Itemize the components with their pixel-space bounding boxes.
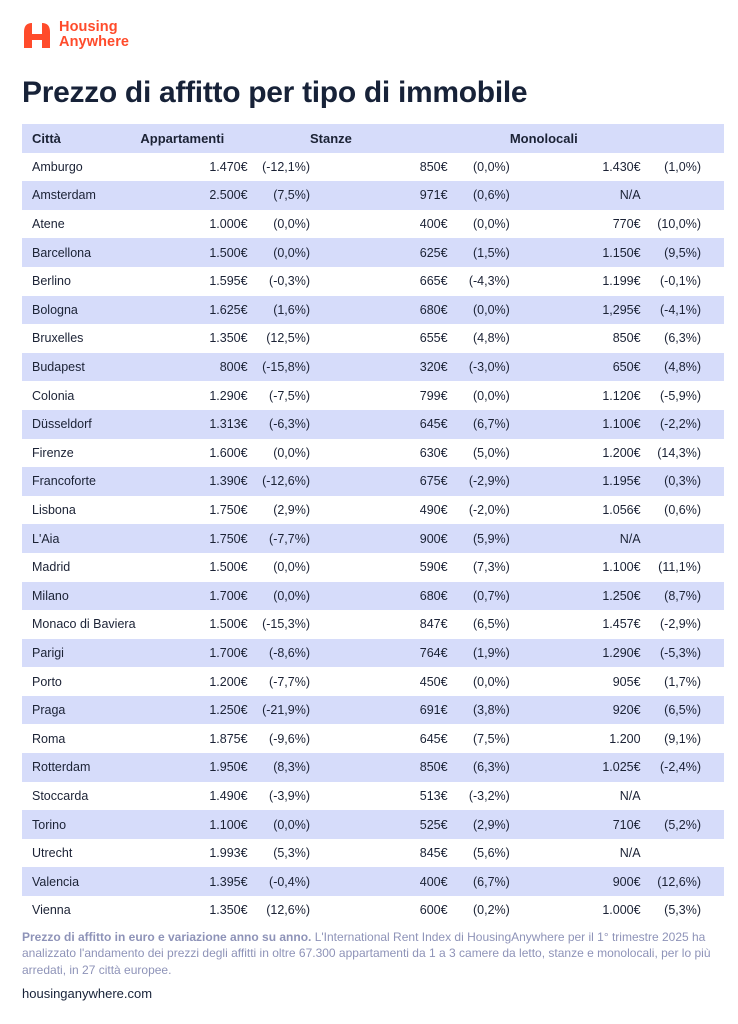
- studio-price-cell: 1.200€: [602, 445, 641, 460]
- footnote-bold: Prezzo di affitto in euro e variazione anno su anno.: [22, 930, 312, 944]
- apartment-change-cell: (-12,6%): [248, 467, 310, 496]
- studio-price-cell: 1.120€: [602, 388, 641, 403]
- studio-price-cell: 900€: [510, 867, 641, 896]
- brand-name-line2: Anywhere: [59, 34, 130, 50]
- city-cell: Colonia: [32, 388, 75, 403]
- room-change-cell: (7,5%): [472, 731, 510, 746]
- apartment-change-cell: (-7,7%): [248, 524, 310, 553]
- room-change-cell: (3,8%): [448, 696, 510, 725]
- studio-price-cell: 1.056€: [602, 503, 641, 518]
- studio-price-cell: 1.430€: [602, 159, 641, 174]
- apartment-change-cell: (-15,8%): [248, 353, 310, 382]
- apartment-price-cell: 1.470€: [209, 159, 248, 174]
- table-row: [22, 324, 724, 353]
- studio-change-cell: (-5,3%): [641, 639, 724, 668]
- studio-price-cell: 1.199€: [602, 274, 641, 289]
- city-cell: Atene: [32, 217, 65, 232]
- studio-price-cell: 1,295€: [510, 296, 641, 325]
- apartment-price-cell: 800€: [140, 353, 247, 382]
- room-change-cell: (-3,2%): [468, 788, 510, 803]
- apartment-price-cell: 1.950€: [140, 753, 247, 782]
- studio-price-cell: 1.100€: [510, 410, 641, 439]
- table-row: [22, 810, 724, 839]
- city-cell: Firenze: [32, 445, 74, 460]
- city-cell: Bruxelles: [32, 331, 84, 346]
- room-price-cell: 655€: [419, 331, 448, 346]
- table-row: [22, 639, 724, 668]
- studio-change-cell: (0,6%): [664, 503, 701, 518]
- city-cell: L'Aia: [22, 524, 140, 553]
- studio-change-cell: (1,7%): [664, 674, 701, 689]
- room-price-cell: 764€: [310, 639, 448, 668]
- studio-price-cell: N/A: [619, 846, 641, 861]
- room-change-cell: (0,0%): [448, 296, 510, 325]
- apartment-change-cell: (1,6%): [248, 296, 310, 325]
- apartment-change-cell: (0,0%): [273, 217, 311, 232]
- city-cell: Valencia: [22, 867, 140, 896]
- room-price-cell: 400€: [419, 217, 448, 232]
- apartment-change-cell: (0,0%): [248, 810, 310, 839]
- page-title: Prezzo di affitto per tipo di immobile: [22, 76, 528, 109]
- city-cell: Milano: [22, 582, 140, 611]
- apartment-change-cell: (-12,1%): [262, 159, 311, 174]
- studio-price-cell: N/A: [619, 788, 641, 803]
- apartment-change-cell: (-9,6%): [269, 731, 311, 746]
- room-change-cell: (4,8%): [472, 331, 510, 346]
- table-row: [22, 439, 724, 468]
- apartment-change-cell: (-3,9%): [269, 788, 311, 803]
- room-change-cell: (0,2%): [472, 903, 510, 918]
- room-price-cell: 645€: [419, 731, 448, 746]
- room-change-cell: (-4,3%): [468, 274, 510, 289]
- table-row: [22, 753, 724, 782]
- studio-change-cell: (-2,4%): [641, 753, 724, 782]
- website-url: housinganywhere.com: [22, 986, 153, 1001]
- apartment-change-cell: (2,9%): [273, 503, 311, 518]
- studio-change-cell: (6,5%): [641, 696, 724, 725]
- table-row: [22, 467, 724, 496]
- city-cell: Amsterdam: [22, 181, 140, 210]
- studio-change-cell: (-4,1%): [641, 296, 724, 325]
- city-cell: Utrecht: [32, 846, 73, 861]
- studio-change-cell: (4,8%): [641, 353, 724, 382]
- header-studios: Monolocali: [510, 124, 641, 153]
- apartment-price-cell: 1.000€: [209, 217, 248, 232]
- studio-change-cell: (-2,2%): [641, 410, 724, 439]
- studio-price-cell: 1.100€: [602, 560, 641, 575]
- studio-price-cell: 650€: [510, 353, 641, 382]
- studio-change-cell: (9,5%): [641, 238, 724, 267]
- footnote: [22, 929, 718, 978]
- table-row: [22, 296, 724, 325]
- apartment-price-cell: 1.100€: [140, 810, 247, 839]
- table-row: [22, 410, 724, 439]
- room-price-cell: 645€: [310, 410, 448, 439]
- studio-change-cell: (14,3%): [657, 445, 701, 460]
- studio-change-cell: (8,7%): [641, 582, 724, 611]
- room-price-cell: 490€: [419, 503, 448, 518]
- room-price-cell: 400€: [310, 867, 448, 896]
- table-row: [22, 610, 724, 639]
- room-change-cell: (6,7%): [448, 867, 510, 896]
- room-change-cell: (0,0%): [472, 388, 510, 403]
- city-cell: Roma: [32, 731, 66, 746]
- room-change-cell: (5,6%): [472, 846, 510, 861]
- city-cell: Francoforte: [22, 467, 140, 496]
- apartment-price-cell: 1.490€: [209, 788, 248, 803]
- room-change-cell: (0,0%): [472, 674, 510, 689]
- apartment-price-cell: 1.200€: [209, 674, 248, 689]
- studio-price-cell: N/A: [510, 181, 641, 210]
- apartment-price-cell: 1.290€: [209, 388, 248, 403]
- apartment-price-cell: 1.750€: [209, 503, 248, 518]
- room-price-cell: 675€: [310, 467, 448, 496]
- apartment-price-cell: 1.595€: [209, 274, 248, 289]
- room-price-cell: 691€: [310, 696, 448, 725]
- room-change-cell: (0,0%): [472, 159, 510, 174]
- apartment-price-cell: 1.875€: [209, 731, 248, 746]
- room-price-cell: 630€: [419, 445, 448, 460]
- studio-change-cell: [641, 839, 724, 868]
- table-row: [22, 896, 724, 925]
- city-cell: Amburgo: [32, 159, 83, 174]
- footnote-text: L'International Rent Index di HousingAnywhere per il 1° trimestre 2025 ha analizzato l'andamento dei prezzi degli affitti in oltre 67.300 appartamenti da 1 a 3 camere da letto, stanze e monolocali, per lo più arredati, in 27 città europee.: [22, 930, 711, 977]
- city-cell: Stoccarda: [32, 788, 89, 803]
- header-city: Città: [22, 124, 140, 153]
- room-price-cell: 971€: [310, 181, 448, 210]
- room-price-cell: 513€: [419, 788, 448, 803]
- studio-price-cell: N/A: [510, 524, 641, 553]
- apartment-price-cell: 1.500€: [209, 617, 248, 632]
- apartment-change-cell: (0,0%): [273, 560, 311, 575]
- table-row: [22, 582, 724, 611]
- city-cell: Torino: [22, 810, 140, 839]
- brand-name-line1: Housing: [59, 19, 118, 35]
- apartment-change-cell: (0,0%): [248, 238, 310, 267]
- table-header-row: [22, 124, 724, 153]
- room-change-cell: (1,5%): [448, 238, 510, 267]
- apartment-price-cell: 1.700€: [140, 582, 247, 611]
- room-price-cell: 850€: [419, 159, 448, 174]
- room-price-cell: 590€: [419, 560, 448, 575]
- table-row: [22, 696, 724, 725]
- apartment-change-cell: (-0,3%): [269, 274, 311, 289]
- city-cell: Rotterdam: [22, 753, 140, 782]
- table-row: [22, 238, 724, 267]
- room-change-cell: (0,7%): [448, 582, 510, 611]
- studio-price-cell: 1.457€: [602, 617, 641, 632]
- city-cell: Porto: [32, 674, 62, 689]
- city-cell: Barcellona: [22, 238, 140, 267]
- studio-price-cell: 710€: [510, 810, 641, 839]
- apartment-price-cell: 1.250€: [140, 696, 247, 725]
- studio-price-cell: 905€: [612, 674, 641, 689]
- room-price-cell: 680€: [310, 296, 448, 325]
- header-apartments: Appartamenti: [140, 124, 247, 153]
- table-row: [22, 381, 724, 410]
- studio-change-cell: [641, 524, 724, 553]
- table-row: [22, 667, 724, 696]
- studio-change-cell: (9,1%): [664, 731, 701, 746]
- room-change-cell: (6,5%): [472, 617, 510, 632]
- apartment-price-cell: 1.350€: [209, 331, 248, 346]
- city-cell: Berlino: [32, 274, 71, 289]
- room-change-cell: (5,0%): [472, 445, 510, 460]
- studio-change-cell: (-0,1%): [660, 274, 701, 289]
- apartment-price-cell: 1.600€: [209, 445, 248, 460]
- studio-price-cell: 1.195€: [510, 467, 641, 496]
- apartment-change-cell: (0,0%): [248, 582, 310, 611]
- header-rooms: Stanze: [310, 124, 448, 153]
- apartment-price-cell: 1.313€: [140, 410, 247, 439]
- studio-change-cell: (5,2%): [641, 810, 724, 839]
- table-row: [22, 496, 724, 525]
- apartment-price-cell: 2.500€: [140, 181, 247, 210]
- apartment-price-cell: 1.625€: [140, 296, 247, 325]
- room-change-cell: (-3,0%): [448, 353, 510, 382]
- room-price-cell: 799€: [419, 388, 448, 403]
- apartment-change-cell: (8,3%): [248, 753, 310, 782]
- room-change-cell: (0,0%): [472, 217, 510, 232]
- table-row: [22, 153, 724, 182]
- studio-change-cell: (6,3%): [664, 331, 701, 346]
- apartment-change-cell: (-6,3%): [248, 410, 310, 439]
- apartment-change-cell: (12,6%): [266, 903, 311, 918]
- table-row: [22, 353, 724, 382]
- studio-price-cell: 1.000€: [602, 903, 641, 918]
- brand-name: [59, 20, 129, 50]
- apartment-change-cell: (-7,5%): [269, 388, 311, 403]
- room-price-cell: 450€: [419, 674, 448, 689]
- brand-logo: [22, 20, 129, 50]
- city-cell: Monaco di Baviera: [32, 617, 136, 632]
- apartment-change-cell: (-15,3%): [262, 617, 311, 632]
- room-price-cell: 320€: [310, 353, 448, 382]
- studio-change-cell: (-2,9%): [660, 617, 701, 632]
- apartment-price-cell: 1.700€: [140, 639, 247, 668]
- room-change-cell: (0,6%): [448, 181, 510, 210]
- apartment-price-cell: 1.500€: [140, 238, 247, 267]
- apartment-price-cell: 1.395€: [140, 867, 247, 896]
- city-cell: Bologna: [22, 296, 140, 325]
- apartment-change-cell: (-0,4%): [248, 867, 310, 896]
- header-rooms-change: [448, 124, 510, 153]
- rent-price-table: [22, 124, 724, 925]
- table-row: [22, 524, 724, 553]
- housinganywhere-logo-icon: [22, 20, 52, 50]
- studio-change-cell: (12,6%): [641, 867, 724, 896]
- studio-change-cell: (-5,9%): [660, 388, 701, 403]
- apartment-change-cell: (-7,7%): [269, 674, 311, 689]
- studio-price-cell: 850€: [612, 331, 641, 346]
- apartment-price-cell: 1.500€: [209, 560, 248, 575]
- room-change-cell: (-2,9%): [448, 467, 510, 496]
- city-cell: Praga: [22, 696, 140, 725]
- table-body: [22, 153, 724, 925]
- studio-price-cell: 1.250€: [510, 582, 641, 611]
- room-change-cell: (7,3%): [472, 560, 510, 575]
- apartment-change-cell: (12,5%): [266, 331, 311, 346]
- header-studios-change: [641, 124, 724, 153]
- city-cell: Lisbona: [32, 503, 76, 518]
- room-change-cell: (6,7%): [448, 410, 510, 439]
- table-row: [22, 724, 724, 753]
- table-row: [22, 553, 724, 582]
- apartment-price-cell: 1.390€: [140, 467, 247, 496]
- apartment-price-cell: 1.750€: [140, 524, 247, 553]
- room-price-cell: 525€: [310, 810, 448, 839]
- room-change-cell: (2,9%): [448, 810, 510, 839]
- table-row: [22, 181, 724, 210]
- room-price-cell: 850€: [310, 753, 448, 782]
- table-row: [22, 867, 724, 896]
- studio-change-cell: [641, 181, 724, 210]
- city-cell: Madrid: [32, 560, 71, 575]
- table-row: [22, 210, 724, 239]
- room-price-cell: 680€: [310, 582, 448, 611]
- studio-change-cell: (1,0%): [664, 159, 701, 174]
- studio-change-cell: (10,0%): [657, 217, 701, 232]
- city-cell: Düsseldorf: [22, 410, 140, 439]
- apartment-price-cell: 1.350€: [209, 903, 248, 918]
- city-cell: Parigi: [22, 639, 140, 668]
- room-price-cell: 845€: [419, 846, 448, 861]
- studio-change-cell: [641, 782, 724, 811]
- studio-price-cell: 1.150€: [510, 238, 641, 267]
- apartment-change-cell: (-21,9%): [248, 696, 310, 725]
- table-row: [22, 839, 724, 868]
- room-change-cell: (6,3%): [448, 753, 510, 782]
- table-row: [22, 782, 724, 811]
- room-change-cell: (1,9%): [448, 639, 510, 668]
- studio-price-cell: 920€: [510, 696, 641, 725]
- studio-price-cell: 1.025€: [510, 753, 641, 782]
- header-apartments-change: [248, 124, 310, 153]
- room-price-cell: 665€: [419, 274, 448, 289]
- room-price-cell: 847€: [419, 617, 448, 632]
- apartment-change-cell: (5,3%): [273, 846, 311, 861]
- city-cell: Vienna: [32, 903, 71, 918]
- apartment-change-cell: (0,0%): [273, 445, 311, 460]
- table-row: [22, 267, 724, 296]
- apartment-change-cell: (-8,6%): [248, 639, 310, 668]
- room-change-cell: (-2,0%): [468, 503, 510, 518]
- room-price-cell: 625€: [310, 238, 448, 267]
- studio-change-cell: (0,3%): [641, 467, 724, 496]
- room-change-cell: (5,9%): [448, 524, 510, 553]
- studio-change-cell: (5,3%): [664, 903, 701, 918]
- studio-price-cell: 1.200: [609, 731, 641, 746]
- apartment-change-cell: (7,5%): [248, 181, 310, 210]
- studio-price-cell: 1.290€: [510, 639, 641, 668]
- city-cell: Budapest: [22, 353, 140, 382]
- studio-change-cell: (11,1%): [658, 560, 701, 575]
- apartment-price-cell: 1.993€: [209, 846, 248, 861]
- studio-price-cell: 770€: [612, 217, 641, 232]
- room-price-cell: 900€: [310, 524, 448, 553]
- room-price-cell: 600€: [419, 903, 448, 918]
